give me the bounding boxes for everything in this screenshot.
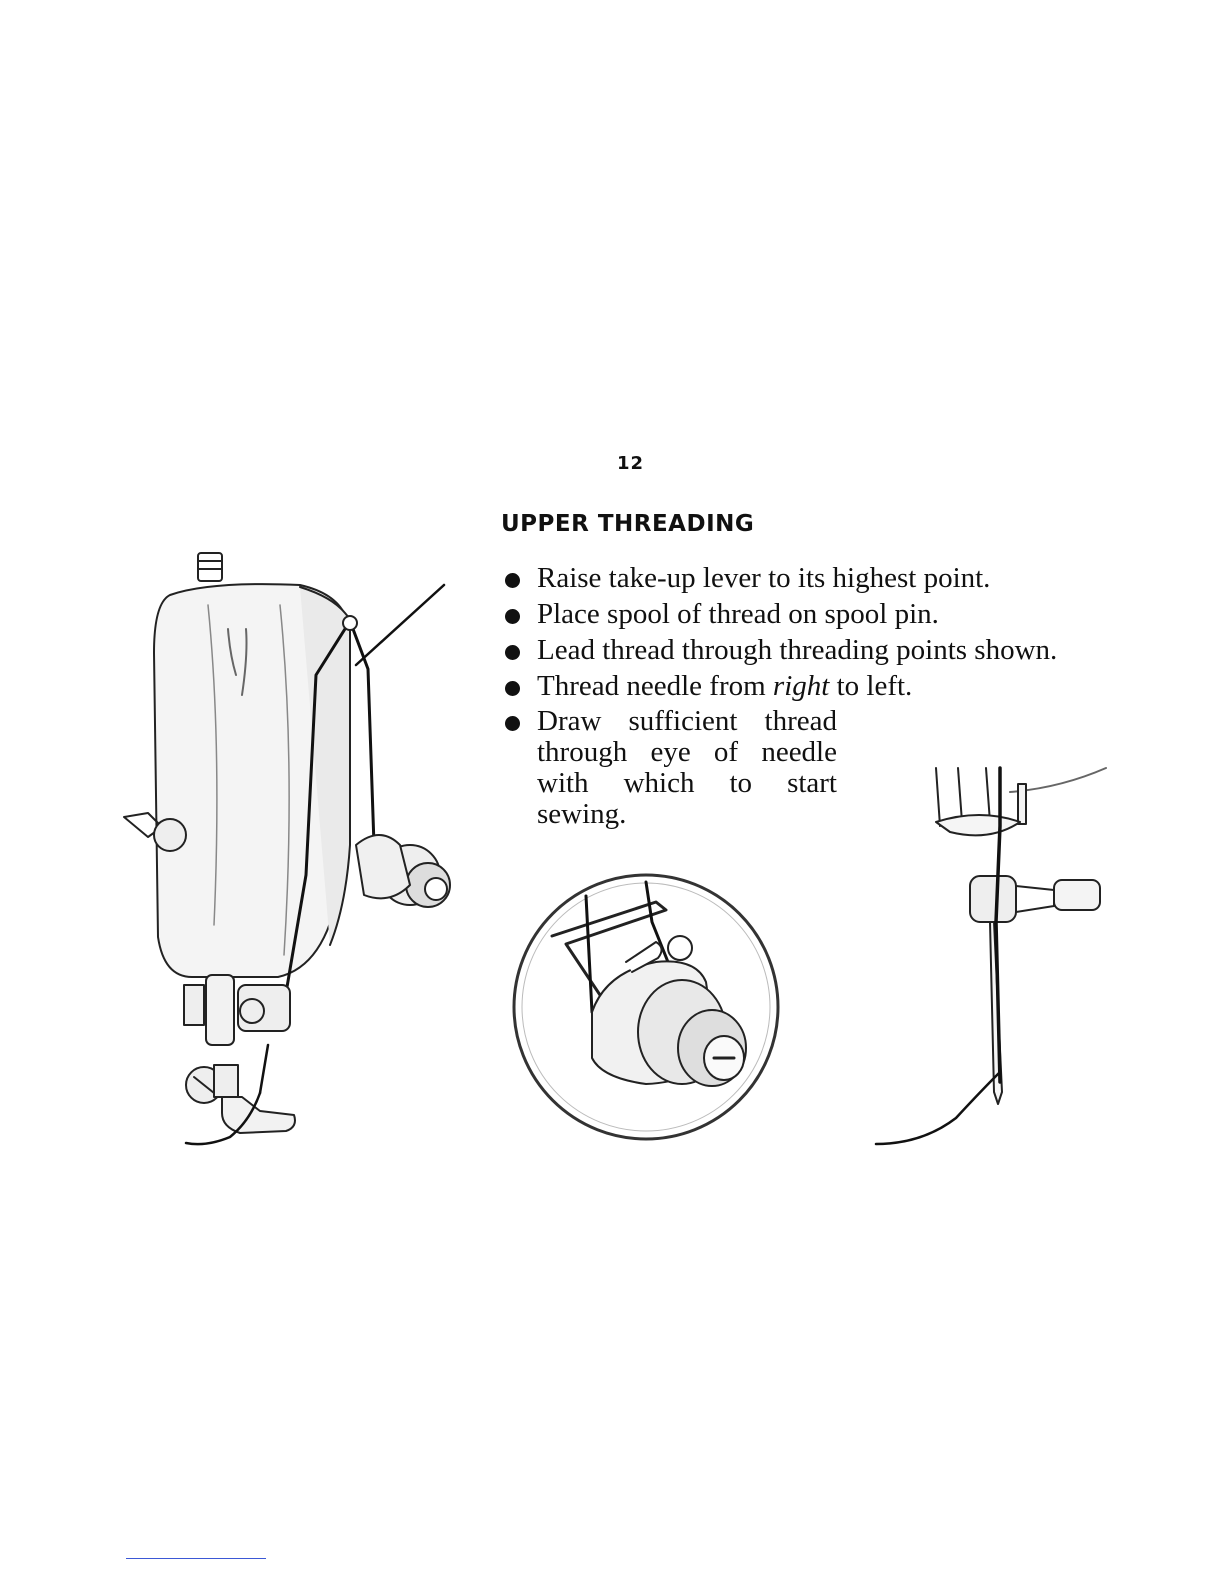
step-text-before: Thread needle from	[537, 670, 773, 702]
step-item	[505, 632, 1165, 668]
step-text: Raise take-up lever to its highest point.	[537, 562, 991, 594]
step-text-after: to left.	[829, 670, 913, 702]
step-item	[505, 706, 837, 830]
step-item	[505, 668, 1165, 704]
section-title: UPPER THREADING	[501, 511, 755, 537]
footer-rule	[126, 1558, 266, 1559]
tension-assembly-detail-illustration	[506, 862, 786, 1152]
bullet-icon	[505, 681, 520, 696]
bullet-icon	[505, 716, 520, 731]
bullet-icon	[505, 645, 520, 660]
step-text: Draw sufficient thread through eye of needle with which to start sewing.	[537, 705, 837, 830]
needle-threading-illustration	[870, 762, 1120, 1152]
bullet-icon	[505, 609, 520, 624]
page-number: 12	[617, 453, 645, 474]
step-item	[505, 560, 1165, 596]
step-text: Lead thread through threading points shown.	[537, 634, 1058, 666]
bullet-icon	[505, 573, 520, 588]
step-text-emphasis: right	[772, 670, 830, 702]
sewing-machine-head-illustration	[110, 545, 460, 1155]
step-item	[505, 596, 1165, 632]
step-text: Place spool of thread on spool pin.	[537, 598, 939, 630]
